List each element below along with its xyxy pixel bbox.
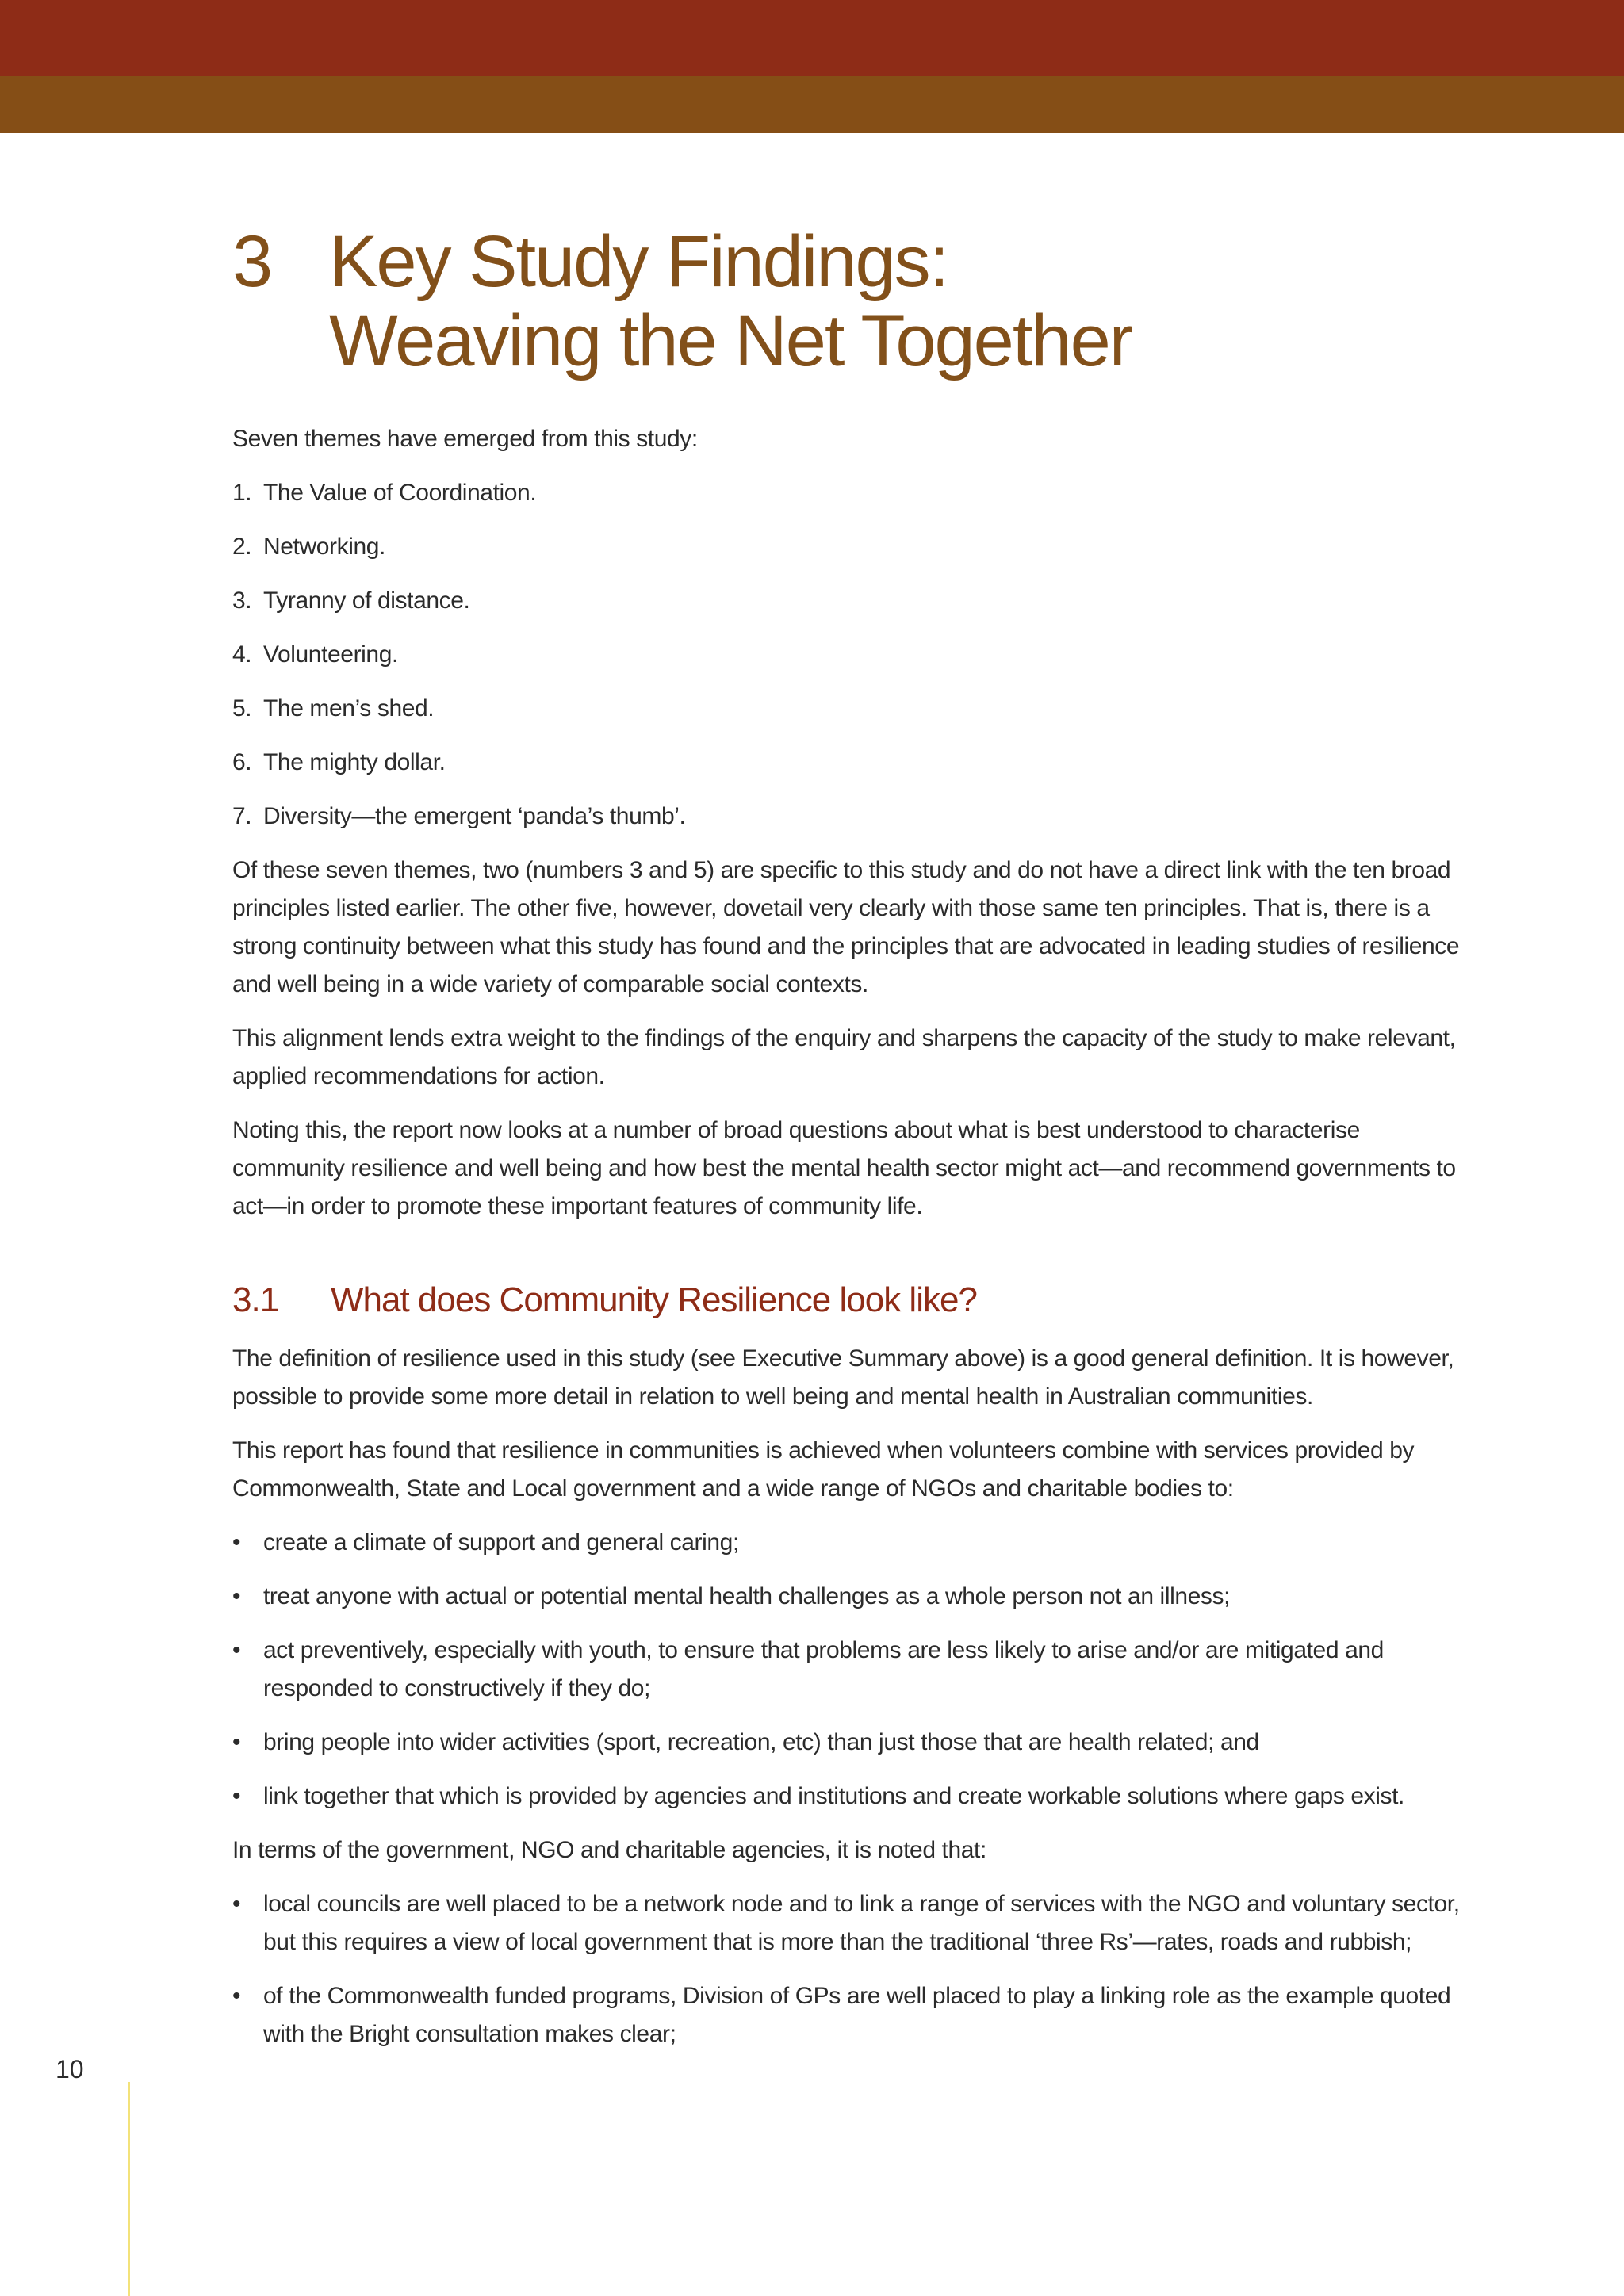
list-item-text: Diversity—the emergent ‘panda’s thumb’. xyxy=(263,803,686,829)
list-marker: 3. xyxy=(232,587,252,614)
bullet-marker: • xyxy=(232,1637,241,1663)
bullet-marker: • xyxy=(232,1729,241,1755)
resilience-bullet-list xyxy=(232,1524,1469,1816)
bullet-marker: • xyxy=(232,1783,241,1809)
body-paragraph: The definition of resilience used in this study (see Executive Summary above) is a good general definition. It is however, possible to provide some more detail in relation to well being and mental health in Australian communities. xyxy=(232,1345,1454,1410)
bullet-marker: • xyxy=(232,1983,241,2009)
bullet-item xyxy=(232,1632,1469,1708)
intro-paragraph: Seven themes have emerged from this study: xyxy=(232,426,698,452)
list-marker: 6. xyxy=(232,749,252,775)
list-marker: 2. xyxy=(232,534,252,560)
chapter-number: 3 xyxy=(232,221,272,302)
page-content xyxy=(232,222,1469,2069)
bullet-text: local councils are well placed to be a network node and to link a range of services with the NGO and voluntary sector, but this requires a view of local government that is more than the traditional ‘three Rs’—rates, roads and rubbish; xyxy=(263,1891,1460,1955)
title-indent xyxy=(232,301,329,381)
list-item-text: The Value of Coordination. xyxy=(263,480,537,506)
bullet-text: of the Commonwealth funded programs, Division of GPs are well placed to play a linking role as the example quoted with the Bright consultation makes clear; xyxy=(263,1983,1451,2047)
section-number: 3.1 xyxy=(232,1280,279,1319)
bullet-item xyxy=(232,1885,1469,1961)
list-item xyxy=(232,582,1469,620)
bullet-item xyxy=(232,1777,1469,1816)
bullet-item xyxy=(232,1524,1469,1562)
list-item-text: Tyranny of distance. xyxy=(263,587,470,614)
list-item-text: Volunteering. xyxy=(263,641,398,668)
bullet-item xyxy=(232,1724,1469,1762)
body-paragraph: Of these seven themes, two (numbers 3 and 5) are specific to this study and do not have a direct link with the ten broad principles listed earlier. The other five, however, dovetail very clearly with those same ten principles. That is, there is a strong continuity between what this study has found and the principles that are advocated in leading studies of resilience and well being in a wide variety of comparable social contexts. xyxy=(232,857,1460,997)
bullet-marker: • xyxy=(232,1891,241,1917)
bullet-text: treat anyone with actual or potential mental health challenges as a whole person not an illness; xyxy=(263,1583,1231,1609)
list-item xyxy=(232,474,1469,512)
bullet-text: link together that which is provided by agencies and institutions and create workable solutions where gaps exist. xyxy=(263,1783,1404,1809)
body-paragraph: This report has found that resilience in communities is achieved when volunteers combine with services provided by Commonwealth, State and Local government and a wide range of NGOs and charitable bodies to: xyxy=(232,1437,1415,1502)
list-marker: 1. xyxy=(232,480,252,506)
list-item xyxy=(232,636,1469,674)
margin-rule xyxy=(128,2082,130,2296)
list-item xyxy=(232,744,1469,782)
section-heading xyxy=(232,1276,1469,1324)
header-band-red xyxy=(0,0,1624,76)
list-marker: 5. xyxy=(232,695,252,721)
list-marker: 4. xyxy=(232,641,252,668)
list-item-text: Networking. xyxy=(263,534,385,560)
page-title xyxy=(232,222,1469,381)
bullet-text: act preventively, especially with youth, to ensure that problems are less likely to arise and/or are mitigated and responded to constructively if they do; xyxy=(263,1637,1384,1701)
title-line-1: Key Study Findings: xyxy=(329,221,948,302)
bullet-marker: • xyxy=(232,1529,241,1556)
header-band-ochre xyxy=(0,76,1624,133)
bullet-item xyxy=(232,1578,1469,1616)
bullet-text: create a climate of support and general caring; xyxy=(263,1529,739,1556)
body-paragraph: In terms of the government, NGO and charitable agencies, it is noted that: xyxy=(232,1837,986,1863)
list-item-text: The men’s shed. xyxy=(263,695,435,721)
themes-list xyxy=(232,474,1469,836)
list-item-text: The mighty dollar. xyxy=(263,749,446,775)
agencies-bullet-list xyxy=(232,1885,1469,2053)
body-paragraph: This alignment lends extra weight to the findings of the enquiry and sharpens the capacity of the study to make relevant, applied recommendations for action. xyxy=(232,1025,1456,1089)
list-marker: 7. xyxy=(232,803,252,829)
section-title: What does Community Resilience look like? xyxy=(331,1280,977,1319)
list-item xyxy=(232,528,1469,566)
list-item xyxy=(232,798,1469,836)
list-item xyxy=(232,690,1469,728)
page-number: 10 xyxy=(56,2055,84,2084)
title-row-1 xyxy=(232,222,1469,301)
title-row-2 xyxy=(232,301,1469,381)
bullet-marker: • xyxy=(232,1583,241,1609)
body-paragraph: Noting this, the report now looks at a number of broad questions about what is best understood to characterise community resilience and well being and how best the mental health sector might act—and recommend governments to act—in order to promote these important features of community life. xyxy=(232,1117,1456,1219)
title-line-2: Weaving the Net Together xyxy=(329,300,1132,381)
bullet-text: bring people into wider activities (sport, recreation, etc) than just those that are health related; and xyxy=(263,1729,1259,1755)
bullet-item xyxy=(232,1977,1469,2053)
